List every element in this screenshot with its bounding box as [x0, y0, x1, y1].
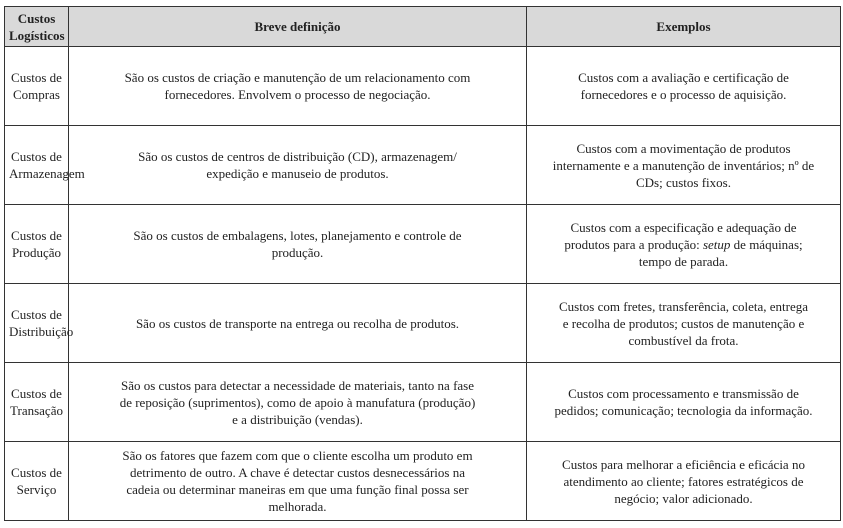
table-row [5, 284, 841, 363]
cost-type-cell: Custos de Compras [5, 47, 69, 126]
definition-cell: São os custos para detectar a necessidade de materiais, tanto na fase de reposição (suprimentos), como de apoio à manufatura (produção) e a distribuição (vendas). [69, 363, 527, 442]
header-examples: Exemplos [527, 7, 841, 47]
examples-cell: Custos com a movimentação de produtos internamente e a manutenção de inventários; nº de CDs; custos fixos. [527, 126, 841, 205]
examples-cell [527, 205, 841, 284]
examples-text: Custos com a especificação e adequação de produtos para a produção: [564, 219, 797, 252]
table-row [5, 442, 841, 521]
table-row [5, 126, 841, 205]
header-row [5, 7, 841, 47]
definition-cell: São os custos de transporte na entrega ou recolha de produtos. [69, 284, 527, 363]
definition-cell: São os custos de centros de distribuição (CD), armazenagem/ expedição e manuseio de produtos. [69, 126, 527, 205]
examples-cell: Custos para melhorar a eficiência e eficácia no atendimento ao cliente; fatores estratégicos de negócio; valor adicionado. [527, 442, 841, 521]
definition-cell: São os custos de embalagens, lotes, planejamento e controle de produção. [69, 205, 527, 284]
examples-cell: Custos com a avaliação e certificação de fornecedores e o processo de aquisição. [527, 47, 841, 126]
table-row [5, 47, 841, 126]
examples-cell: Custos com fretes, transferência, coleta, entrega e recolha de produtos; custos de manutenção e combustível da frota. [527, 284, 841, 363]
header-definition: Breve definição [69, 7, 527, 47]
header-cost-type: Custos Logísticos [5, 7, 69, 47]
examples-italic-term: setup [702, 236, 731, 252]
examples-text: de máquinas; tempo de parada. [638, 236, 803, 269]
cost-type-cell: Custos de Distribuição [5, 284, 69, 363]
examples-cell: Custos com processamento e transmissão de pedidos; comunicação; tecnologia da informação. [527, 363, 841, 442]
table-row [5, 363, 841, 442]
definition-cell: São os fatores que fazem com que o cliente escolha um produto em detrimento de outro. A chave é detectar custos desnecessários na cadeia ou determinar maneiras em que uma função final possa ser melhorada. [69, 442, 527, 521]
cost-type-cell: Custos de Armazenagem [5, 126, 69, 205]
cost-type-cell: Custos de Serviço [5, 442, 69, 521]
definition-cell: São os custos de criação e manutenção de um relacionamento com fornecedores. Envolvem o processo de negociação. [69, 47, 527, 126]
cost-type-cell: Custos de Produção [5, 205, 69, 284]
cost-type-cell: Custos de Transação [5, 363, 69, 442]
table-row [5, 205, 841, 284]
logistics-costs-table [4, 6, 841, 521]
